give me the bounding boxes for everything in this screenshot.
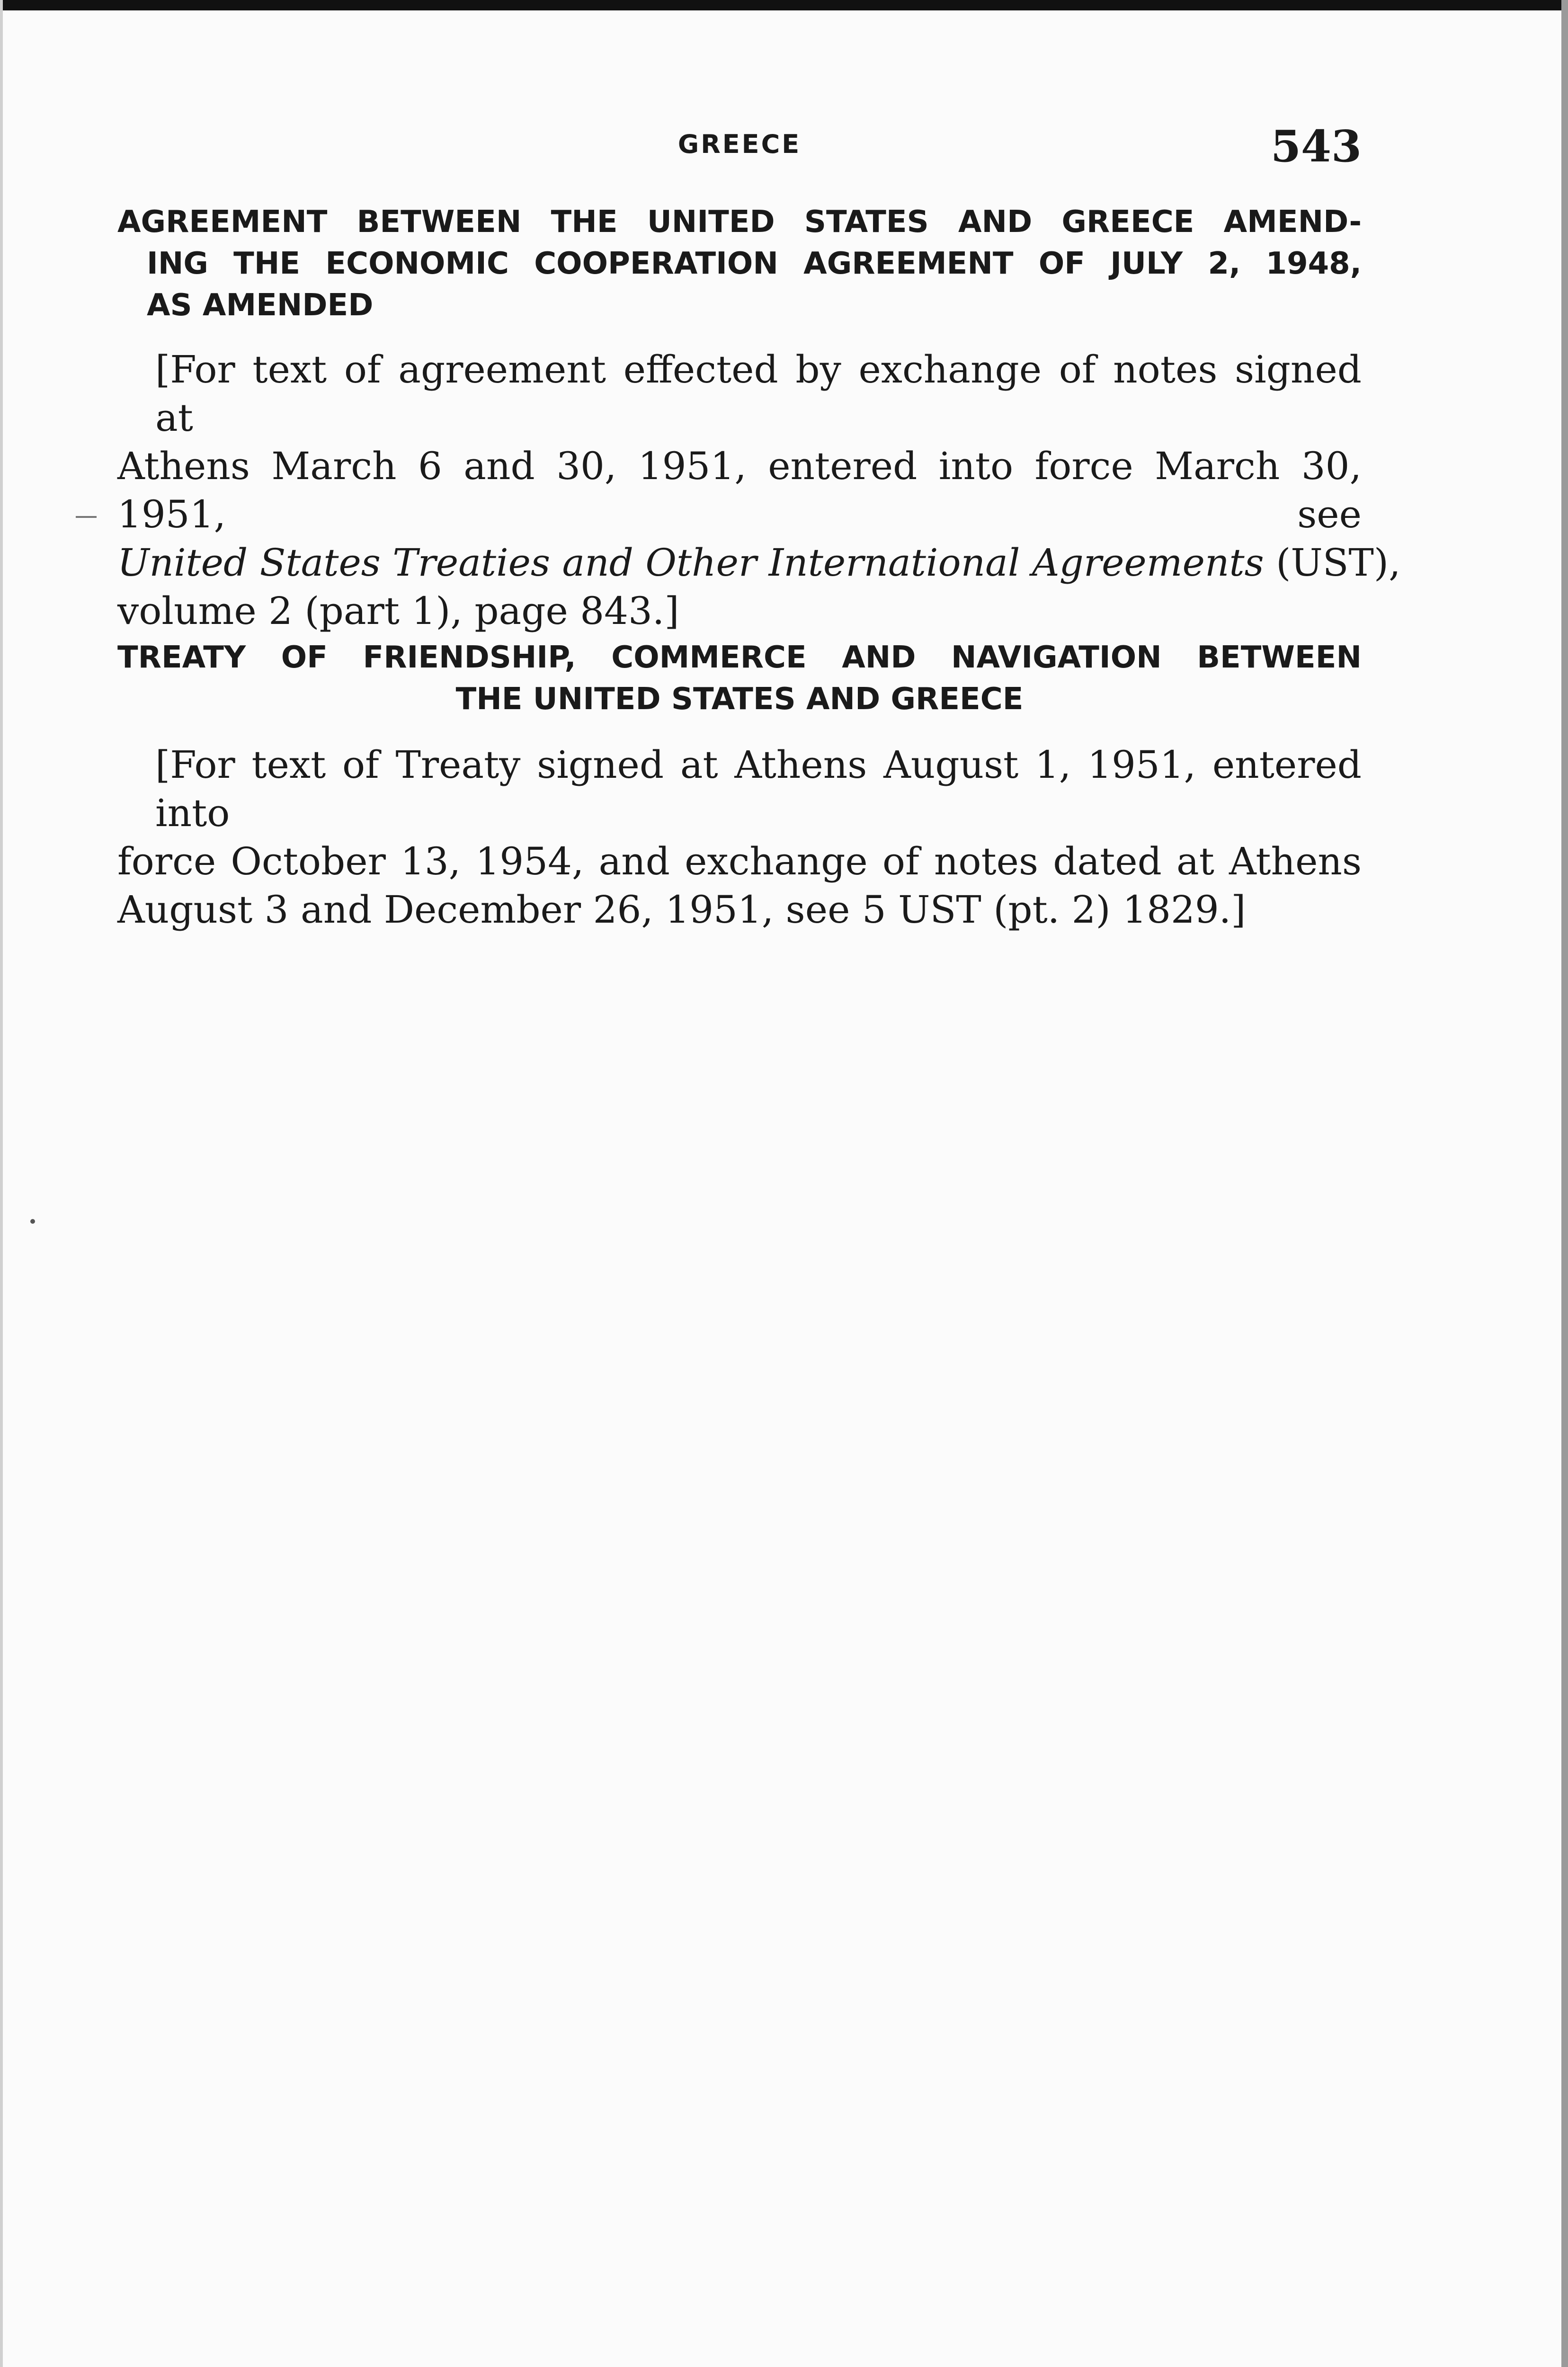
body-line: force October 13, 1954, and exchange of notes dated at Athens xyxy=(117,839,1362,883)
body-line: [For text of agreement effected by exchange of notes signed at xyxy=(155,347,1362,440)
section-2-heading xyxy=(117,637,1362,720)
body-line: [For text of Treaty signed at Athens August 1, 1951, entered into xyxy=(155,743,1362,835)
heading-line: TREATY OF FRIENDSHIP, COMMERCE AND NAVIGATION BETWEEN xyxy=(117,640,1362,675)
section-2-body xyxy=(117,741,1362,934)
top-border xyxy=(0,0,1568,10)
publication-title: United States Treaties and Other International Agreements xyxy=(117,541,1264,585)
page-number: 543 xyxy=(1270,121,1362,172)
body-line: August 3 and December 26, 1951, see 5 UST (pt. 2) 1829.] xyxy=(117,888,1246,932)
right-page-edge xyxy=(1561,0,1568,2367)
body-line: Athens March 6 and 30, 1951, entered into force March 30, 1951, see xyxy=(117,444,1362,536)
section-1-heading xyxy=(117,201,1362,326)
section-1-body xyxy=(117,346,1401,635)
heading-line: THE UNITED STATES AND GREECE xyxy=(455,682,1024,717)
heading-line: AS AMENDED xyxy=(147,288,374,323)
scan-speck xyxy=(30,1219,35,1224)
running-title: GREECE xyxy=(677,129,802,159)
running-head xyxy=(117,121,1362,173)
body-text: (UST), xyxy=(1264,541,1401,585)
margin-mark xyxy=(76,516,97,518)
body-line xyxy=(117,539,1401,587)
body-line: volume 2 (part 1), page 843.] xyxy=(117,589,679,633)
heading-line: AGREEMENT BETWEEN THE UNITED STATES AND GREECE AMEND- xyxy=(117,205,1362,240)
heading-line: ING THE ECONOMIC COOPERATION AGREEMENT OF JULY 2, 1948, xyxy=(147,246,1362,281)
left-page-edge xyxy=(0,0,3,2367)
